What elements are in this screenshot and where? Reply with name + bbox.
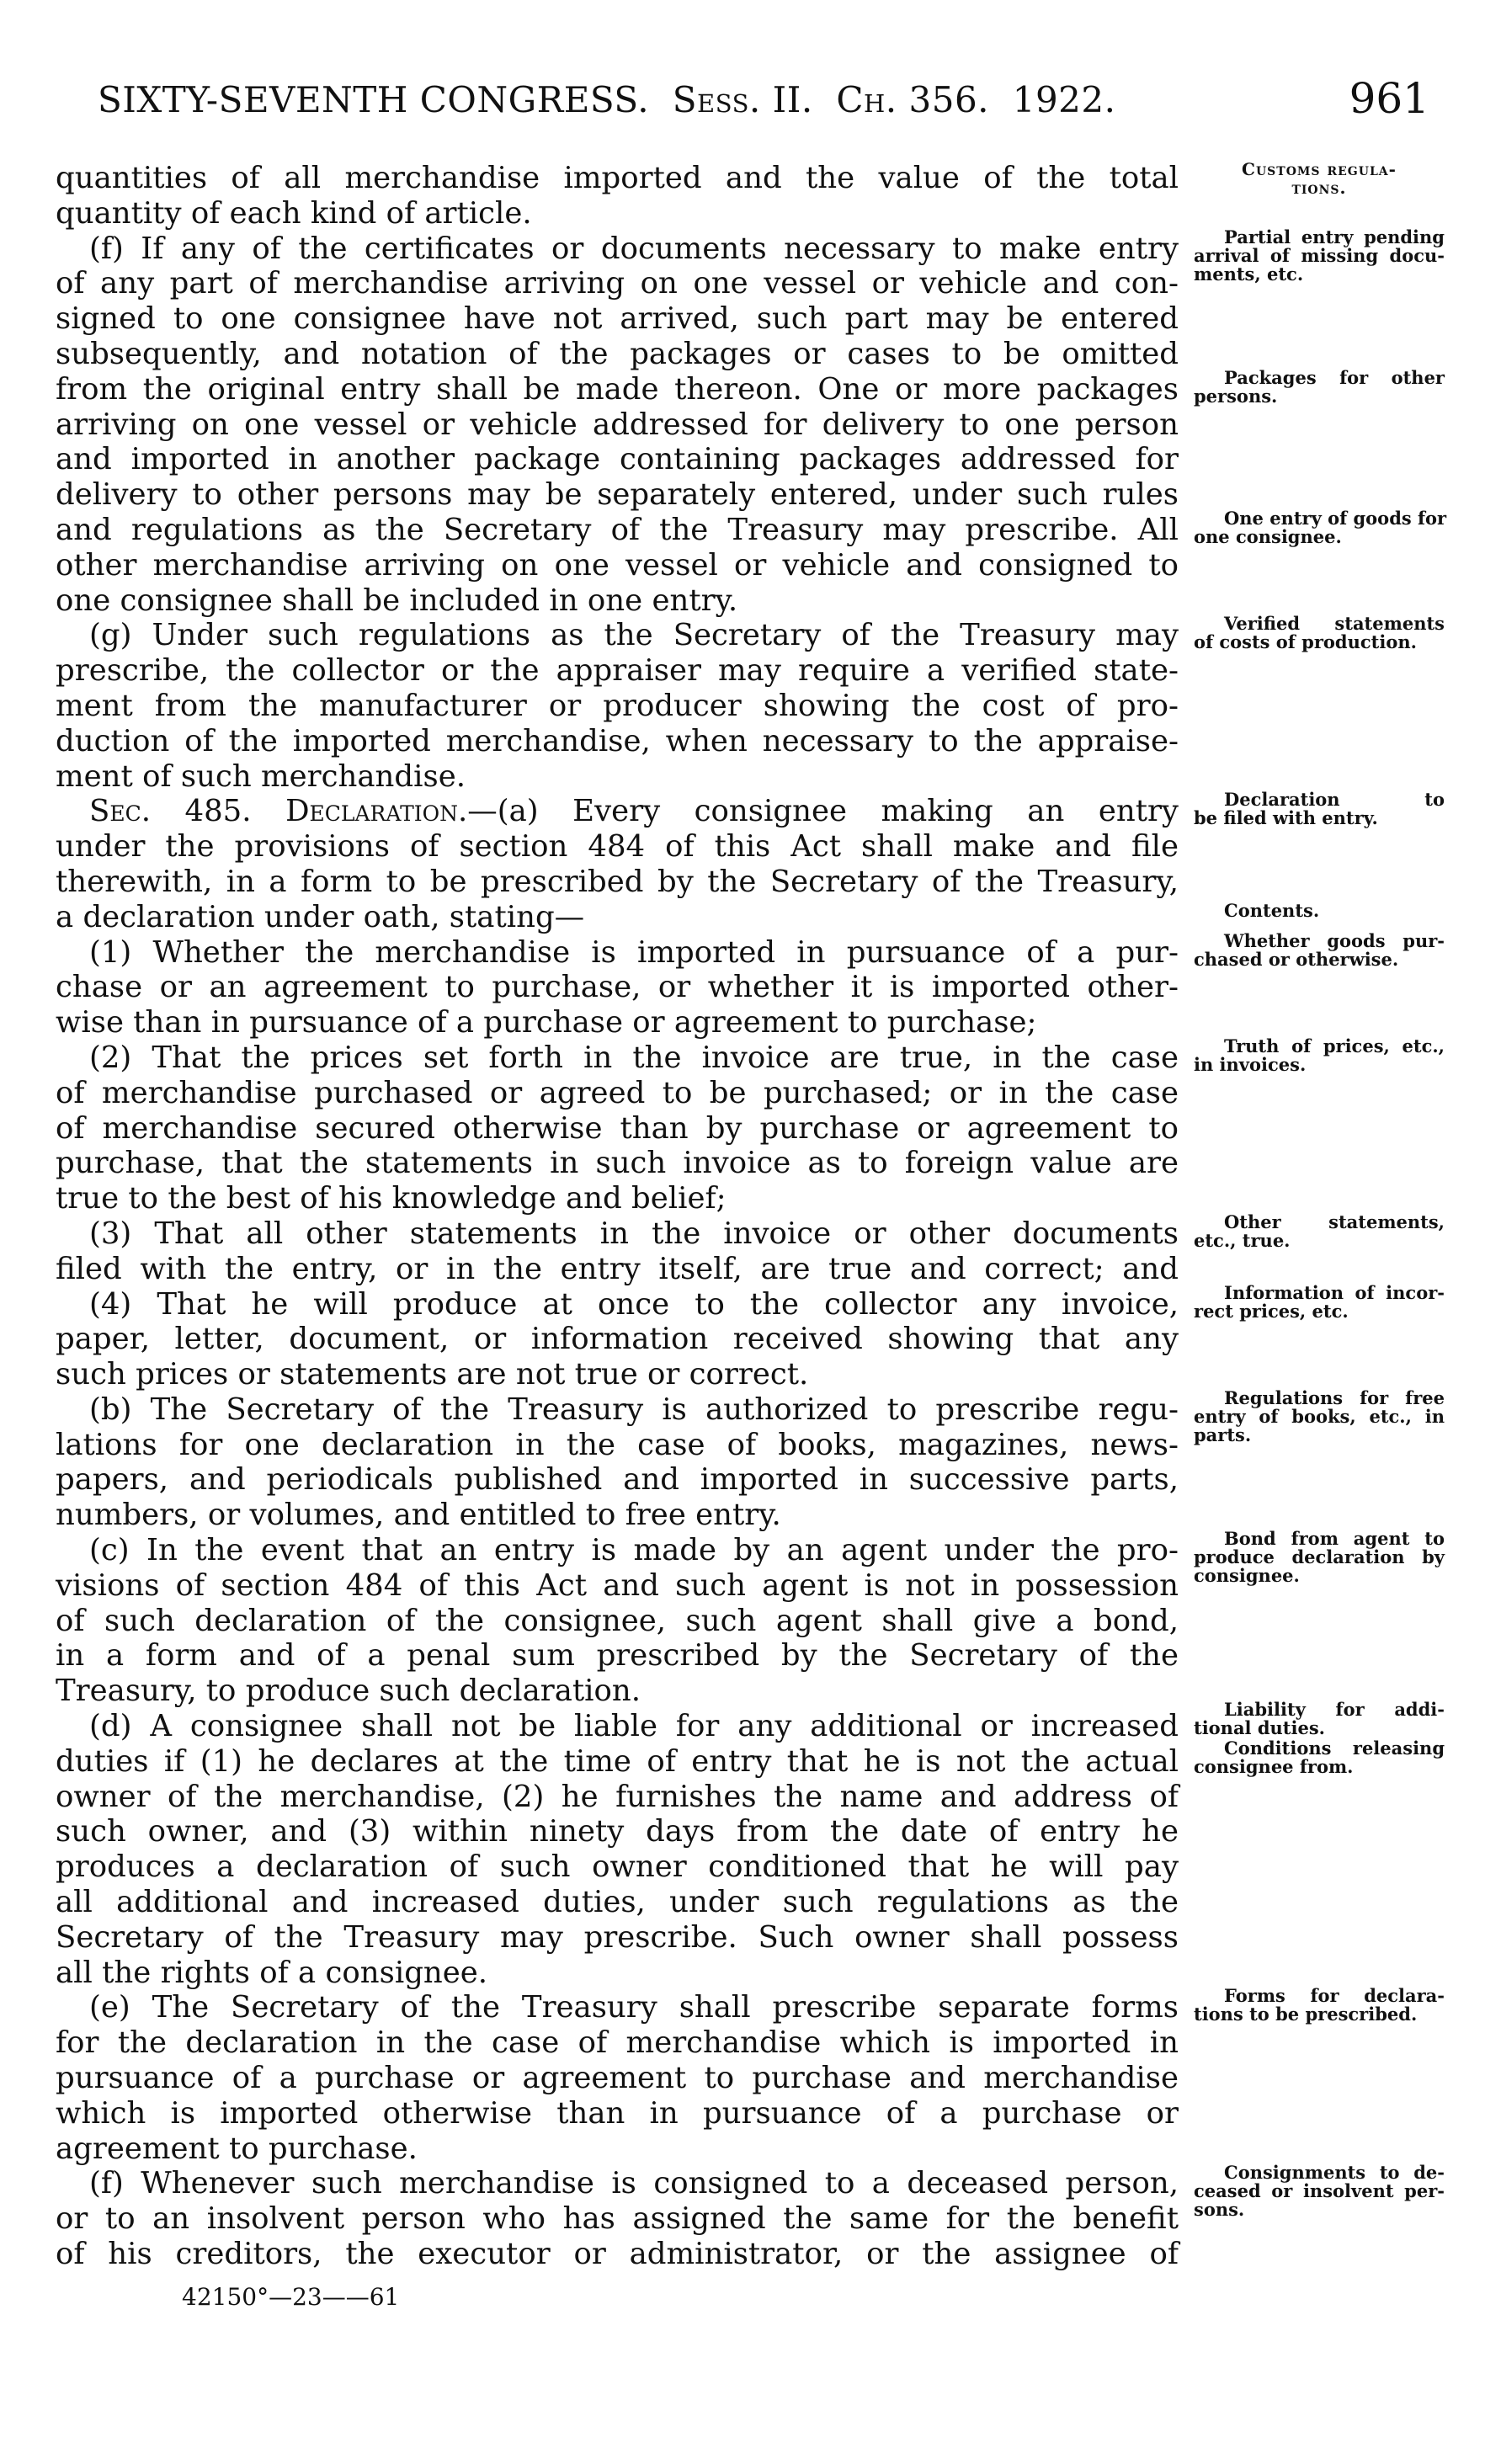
text-line: (g) Under such regulations as the Secretary of the Treasury may (89, 618, 1179, 653)
text-line: in a form and of a penal sum prescribed by the Secretary of the (56, 1638, 1179, 1674)
text-line: chase or an agreement to purchase, or whether it is imported other- (56, 970, 1179, 1005)
note-line: rect prices, etc. (1194, 1301, 1349, 1322)
text-line: subsequently, and notation of the packages or cases to be omitted (56, 336, 1179, 371)
note-line: sons. (1194, 2199, 1245, 2220)
text-line: agreement to purchase. (56, 2131, 418, 2166)
margin-note-verified-statements (1194, 615, 1445, 652)
body-text (56, 161, 1179, 2272)
margin-note-truth-of-prices (1194, 1037, 1445, 1074)
text-line: duties if (1) he declares at the time of entry that he is not the actual (56, 1743, 1179, 1779)
text-line: produces a declaration of such owner conditioned that he will pay (56, 1849, 1179, 1885)
note-line: Contents. (1224, 900, 1320, 921)
text-line: true to the best of his knowledge and belief; (56, 1181, 727, 1216)
text-line: (3) That all other statements in the invoice or other documents (89, 1216, 1179, 1251)
text-line: and regulations as the Secretary of the Treasury may prescribe. All (56, 512, 1179, 547)
text-line: ment from the manufacturer or producer showing the cost of pro- (56, 688, 1179, 723)
margin-note-packages (1194, 369, 1445, 406)
note-line: Packages for other (1224, 367, 1445, 388)
text-line: one consignee shall be included in one entry. (56, 583, 738, 618)
note-line: Partial entry pending (1224, 226, 1445, 247)
text-line: and imported in another package containing packages addressed for (56, 442, 1179, 477)
text-line: arriving on one vessel or vehicle addressed for delivery to one person (56, 407, 1179, 442)
note-line: of costs of production. (1194, 631, 1417, 652)
note-line: ceased or insolvent per- (1194, 2180, 1445, 2201)
text-line: ment of such merchandise. (56, 758, 466, 794)
text-line: (e) The Secretary of the Treasury shall prescribe separate forms (89, 1990, 1179, 2025)
note-line: tions to be prescribed. (1194, 2004, 1418, 2025)
text-line: signed to one consignee have not arrived, such part may be entered (56, 301, 1179, 337)
text-line: prescribe, the collector or the appraiser may require a verified state- (56, 653, 1179, 689)
note-line: Declaration to (1224, 789, 1445, 810)
margin-note-conditions-releasing (1194, 1739, 1445, 1776)
text-line: delivery to other persons may be separately entered, under such rules (56, 477, 1179, 513)
running-head (98, 79, 1115, 120)
page-number: 961 (1349, 74, 1429, 123)
margin-note-customs-regulations (1194, 160, 1445, 197)
session-label: Sess. II. (672, 79, 813, 120)
text-line: owner of the merchandise, (2) he furnishes the name and address of (56, 1779, 1179, 1814)
note-line: Truth of prices, etc., (1224, 1035, 1445, 1056)
note-line: Customs regula- (1242, 159, 1397, 179)
text-line: (2) That the prices set forth in the invoice are true, in the case (89, 1040, 1179, 1075)
text-line: quantities of all merchandise imported and the value of the total (56, 161, 1179, 195)
text-line: for the declaration in the case of merchandise which is imported in (56, 2025, 1179, 2061)
note-line: parts. (1194, 1424, 1252, 1445)
note-line: Information of incor- (1224, 1282, 1445, 1303)
margin-note-liability (1194, 1700, 1445, 1738)
page-header (98, 74, 1436, 125)
note-line: Consignments to de- (1224, 2162, 1445, 2183)
text-line: Secretary of the Treasury may prescribe. Such owner shall possess (56, 1919, 1179, 1955)
text-line: wise than in pursuance of a purchase or agreement to purchase; (56, 1005, 1037, 1040)
text-line: such owner, and (3) within ninety days from the date of entry he (56, 1814, 1179, 1849)
text-line: quantity of each kind of article. (56, 195, 532, 231)
section-number: Sec. 485. (89, 794, 252, 829)
note-line: in invoices. (1194, 1054, 1307, 1075)
text-line: other merchandise arriving on one vessel or vehicle and consigned to (56, 547, 1179, 583)
text-line: lations for one declaration in the case of books, magazines, news- (56, 1427, 1179, 1462)
margin-note-declaration (1194, 790, 1445, 828)
text-line: under the provisions of section 484 of this Act shall make and file (56, 829, 1179, 865)
note-line: Conditions releasing (1224, 1738, 1445, 1759)
text-line: from the original entry shall be made thereon. One or more packages (56, 371, 1179, 407)
text-line: or to an insolvent person who has assigned the same for the benefit (56, 2201, 1179, 2237)
text-line: (f) If any of the certificates or documents necessary to make entry (89, 231, 1179, 266)
note-line: etc., true. (1194, 1230, 1291, 1251)
margin-note-forms (1194, 1987, 1445, 2024)
section-text: —(a) Every consignee making an entry (467, 794, 1179, 829)
text-line: (d) A consignee shall not be liable for any additional or increased (89, 1709, 1179, 1744)
note-line: consignee. (1194, 1565, 1300, 1586)
note-line: produce declaration by (1194, 1546, 1445, 1567)
margin-note-one-entry (1194, 509, 1445, 546)
note-line: arrival of missing docu- (1194, 245, 1445, 266)
text-line: (1) Whether the merchandise is imported in pursuance of a pur- (89, 934, 1179, 970)
chapter-label: Ch. 356. (836, 79, 990, 120)
note-line: consignee from. (1194, 1756, 1354, 1777)
note-line: Verified statements (1224, 613, 1445, 634)
note-line: One entry of goods for (1224, 508, 1447, 529)
text-line: numbers, or volumes, and entitled to free entry. (56, 1498, 781, 1533)
text-line: pursuance of a purchase or agreement to purchase and merchandise (56, 2061, 1179, 2096)
margin-note-consignments (1194, 2163, 1445, 2219)
note-line: Forms for declara- (1224, 1985, 1445, 2006)
text-line: of merchandise secured otherwise than by purchase or agreement to (56, 1110, 1179, 1146)
note-line: one consignee. (1194, 526, 1342, 547)
text-line: therewith, in a form to be prescribed by the Secretary of the Treasury, (56, 864, 1179, 899)
note-line: Regulations for free (1224, 1387, 1445, 1408)
note-line: chased or otherwise. (1194, 949, 1399, 970)
text-line: visions of section 484 of this Act and such agent is not in possession (56, 1567, 1179, 1603)
section-heading-line (56, 794, 1179, 829)
note-line: Liability for addi- (1224, 1699, 1445, 1720)
note-line: be filed with entry. (1194, 807, 1378, 828)
text-line: (b) The Secretary of the Treasury is authorized to prescribe regu- (89, 1392, 1179, 1427)
text-line: of his creditors, the executor or administrator, or the assignee of (56, 2237, 1179, 2272)
note-line: Whether goods pur- (1224, 930, 1445, 951)
text-line: filed with the entry, or in the entry itself, are true and correct; and (56, 1251, 1179, 1286)
text-line: papers, and periodicals published and imported in successive parts, (56, 1462, 1179, 1498)
text-line: Treasury, to produce such declaration. (56, 1674, 641, 1709)
note-line: persons. (1194, 386, 1278, 407)
margin-note-regulations-free-entry (1194, 1389, 1445, 1445)
note-line: tional duties. (1194, 1717, 1325, 1738)
margin-note-bond-from-agent (1194, 1530, 1445, 1585)
note-line: ments, etc. (1194, 263, 1304, 285)
note-line: entry of books, etc., in (1194, 1406, 1445, 1427)
text-line: which is imported otherwise than in pursuance of a purchase or (56, 2095, 1179, 2131)
text-line: all the rights of a consignee. (56, 1955, 488, 1990)
note-line: Bond from agent to (1224, 1528, 1445, 1549)
text-line: (4) That he will produce at once to the collector any invoice, (89, 1286, 1179, 1322)
note-line: tions. (1291, 178, 1347, 198)
year-label: 1922. (1012, 79, 1116, 120)
text-line: such prices or statements are not true or correct. (56, 1357, 809, 1392)
text-line: (f) Whenever such merchandise is consigned to a deceased person, (89, 2166, 1179, 2201)
text-line: a declaration under oath, stating— (56, 899, 585, 934)
text-line: purchase, that the statements in such invoice as to foreign value are (56, 1146, 1179, 1181)
text-line: all additional and increased duties, under such regulations as the (56, 1885, 1179, 1920)
text-line: (c) In the event that an entry is made by an agent under the pro- (89, 1533, 1179, 1568)
margin-note-whether-purchased (1194, 932, 1445, 969)
margin-note-other-statements (1194, 1213, 1445, 1250)
margin-note-information (1194, 1284, 1445, 1321)
text-line: duction of the imported merchandise, when necessary to the appraise- (56, 723, 1179, 758)
text-line: of any part of merchandise arriving on one vessel or vehicle and con- (56, 266, 1179, 301)
margin-note-contents (1194, 902, 1445, 920)
note-line: Other statements, (1224, 1211, 1445, 1232)
congress-title: SIXTY-SEVENTH CONGRESS. (98, 79, 650, 120)
text-line: of such declaration of the consignee, such agent shall give a bond, (56, 1603, 1179, 1638)
margin-note-partial-entry (1194, 228, 1445, 284)
text-line: of merchandise purchased or agreed to be purchased; or in the case (56, 1075, 1179, 1110)
text-line: paper, letter, document, or information received showing that any (56, 1322, 1179, 1357)
section-title: Declaration. (285, 794, 468, 829)
signature-mark: 42150°—23——61 (182, 2283, 400, 2311)
